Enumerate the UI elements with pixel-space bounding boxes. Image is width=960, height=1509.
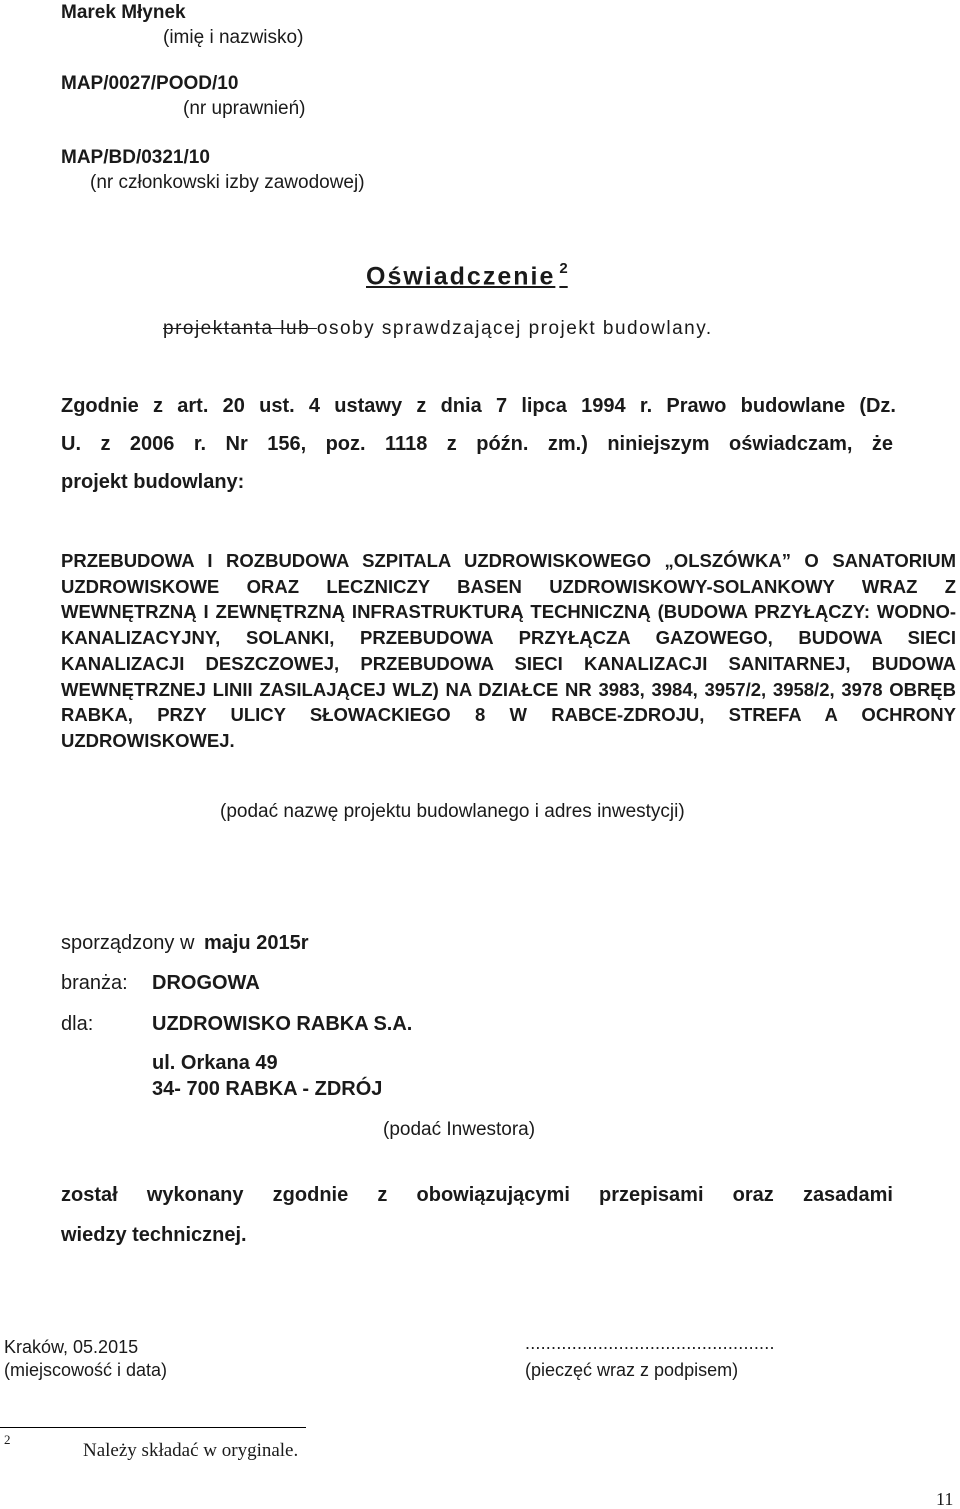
investor-street: ul. Orkana 49 [152, 1052, 278, 1074]
author-name: Marek Młynek [61, 2, 186, 23]
footnote-mark: 2 [4, 1432, 11, 1447]
place-date-caption: (miejscowość i data) [4, 1360, 168, 1380]
investor-label: dla: [61, 1013, 94, 1035]
project-caption: (podać nazwę projektu budowlanego i adres inwestycji) [220, 801, 685, 822]
document-subtitle [163, 318, 713, 340]
document-title [366, 262, 568, 291]
conclusion-line-1: został wykonany zgodnie z obowiązującymi przepisami oraz zasadami [61, 1184, 893, 1206]
title-footnote-mark: 2 [559, 260, 568, 277]
project-name: PRZEBUDOWA I ROZBUDOWA SZPITALA UZDROWISKOWEGO „OLSZÓWKA” O SANATORIUM UZDROWISKOWE ORAZ LECZNICZY BASEN UZDROWISKOWY-SOLANKOWY WRAZ Z WEWNĘTRZNĄ I ZEWNĘTRZNĄ INFRASTRUKTURĄ TECHNICZNĄ (BUDOWA PRZYŁĄCZY: WODNO- KANALIZACYJNY, SOLANKI, PRZEBUDOWA PRZYŁĄCZA GAZOWEGO, BUDOWA SIECI KANALIZACJI DESZCZOWEJ, PRZEBUDOWA SIECI KANALIZACJI SANITARNEJ, BUDOWA WEWNĘTRZNEJ LINII ZASILAJĄCEJ WLZ) NA DZIAŁCE NR 3983, 3984, 3957/2, 3958/2, 3978 OBRĘB RABKA, PRZY ULICY SŁOWACKIEGO 8 W RABCE-ZDROJU, STREFA A OCHRONY UZDROWISKOWEJ. [61, 550, 956, 751]
branch-value: DROGOWA [152, 972, 260, 994]
investor-city: 34- 700 RABKA - ZDRÓJ [152, 1078, 383, 1100]
author-name-caption: (imię i nazwisko) [163, 27, 304, 48]
intro-paragraph [61, 387, 896, 501]
branch-label: branża: [61, 972, 128, 994]
page-number: 11 [936, 1489, 954, 1509]
member-caption: (nr członkowski izby zawodowej) [90, 172, 365, 193]
signature-line: ................................................ [525, 1333, 775, 1353]
document-title-text: Oświadczenie [366, 262, 556, 291]
prepared-value: maju 2015r [203, 932, 309, 954]
subtitle-struck-text: projektanta lub [163, 318, 317, 339]
stamp-caption: (pieczęć wraz z podpisem) [525, 1360, 739, 1380]
member-number: MAP/BD/0321/10 [61, 147, 210, 168]
subtitle-text: osoby sprawdzającej projekt budowlany. [316, 318, 713, 339]
investor-caption: (podać Inwestora) [383, 1119, 536, 1140]
intro-line-2: U. z 2006 r. Nr 156, poz. 1118 z późn. zm.) niniejszym oświadczam, że [61, 433, 893, 455]
license-caption: (nr uprawnień) [183, 98, 306, 119]
investor-name: UZDROWISKO RABKA S.A. [152, 1013, 413, 1035]
license-number: MAP/0027/POOD/10 [61, 73, 239, 94]
footnote-text: Należy składać w oryginale. [83, 1440, 299, 1461]
prepared-label: sporządzony w [61, 932, 195, 954]
prepared-row [61, 930, 308, 956]
conclusion-line-2: wiedzy technicznej. [61, 1224, 247, 1246]
place-date: Kraków, 05.2015 [4, 1337, 139, 1357]
intro-line-3: projekt budowlany: [61, 471, 245, 493]
intro-line-1: Zgodnie z art. 20 ust. 4 ustawy z dnia 7 lipca 1994 r. Prawo budowlane (Dz. [61, 395, 896, 417]
footnote-divider [0, 1427, 306, 1428]
